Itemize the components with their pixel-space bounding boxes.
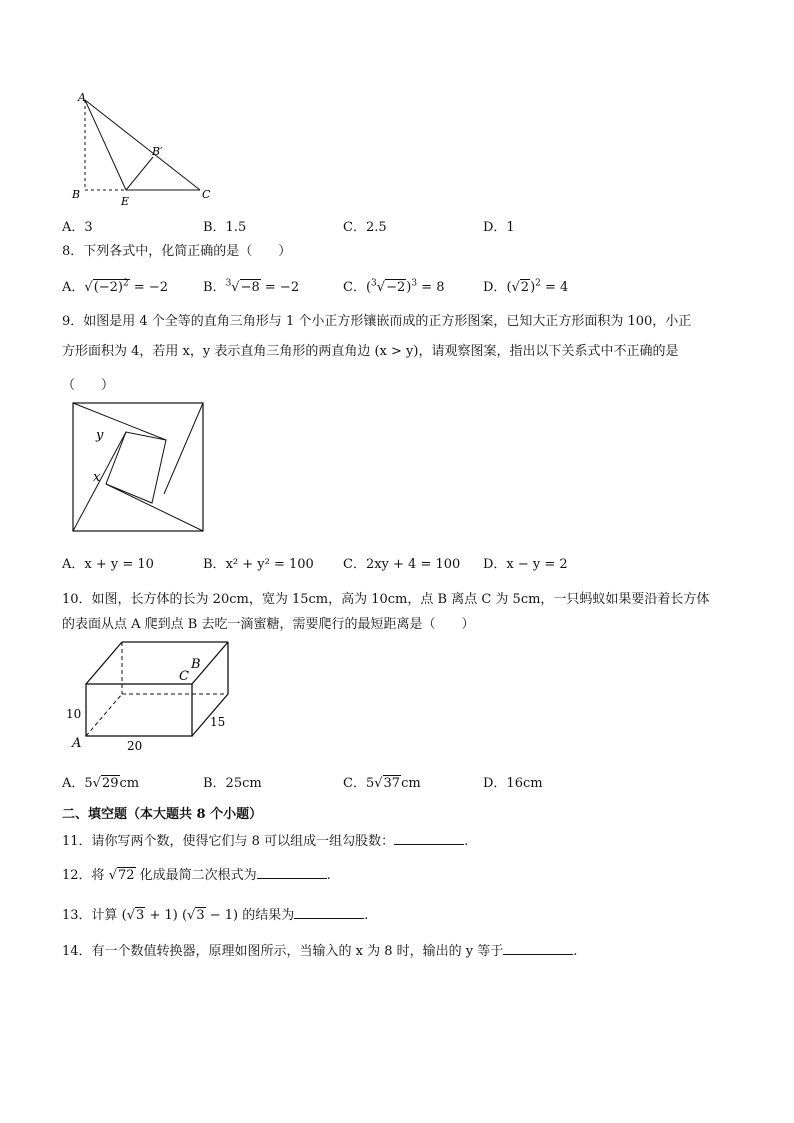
q8-option-c: C．$(^3√-2)^3 = 8$ (343, 278, 445, 295)
q7-label-b: B (72, 188, 81, 201)
q7-label-a: A (78, 92, 86, 104)
q8-option-a: A．$√(-2)^2 = -2$ (62, 278, 169, 295)
q11-answer-blank[interactable] (394, 832, 464, 845)
q14-answer-blank[interactable] (503, 942, 573, 955)
q10-option-b: B．25cm (203, 776, 262, 791)
q7-label-e: E (121, 195, 130, 208)
q9-label-x: x (93, 470, 101, 485)
q9-square-figure (72, 402, 206, 534)
q13-answer-blank[interactable] (294, 906, 364, 919)
q7-option-a: A．3 (62, 220, 93, 235)
q9-option-d: D．x − y = 2 (483, 557, 568, 572)
q10-option-d: D．16cm (483, 776, 543, 791)
q11-text: 11．请你写两个数，使得它们与 8 可以组成一组勾股数： . (62, 834, 469, 849)
q10-box-figure (62, 634, 242, 754)
q7-label-b-prime: B′ (152, 145, 163, 158)
q10-option-a: A．5√29cm (62, 776, 140, 791)
q7-label-c: C (202, 188, 211, 201)
q8-option-b: B．$^3$√−8 = −2 (203, 278, 300, 295)
q9-option-b: B．x² + y² = 100 (203, 557, 314, 572)
q9-option-c: C．2xy + 4 = 100 (343, 557, 461, 572)
section-heading: 二、填空题（本大题共 8 个小题） (62, 807, 263, 822)
q10-stem-line2: 的表面从点 A 爬到点 B 去吃一滴蜜糖，需要爬行的最短距离是（ ） (62, 617, 475, 632)
q14-text: 14．有一个数值转换器，原理如图所示，当输入的 x 为 8 时，输出的 y 等于 . (62, 944, 578, 959)
q12-answer-blank[interactable] (257, 866, 327, 879)
q9-stem-line2: 方形面积为 4，若用 x，y 表示直角三角形的两直角边 (x > y)，请观察图案，指出以下关系式中不正确的是 (62, 344, 679, 359)
q7-option-c: C．2.5 (343, 220, 387, 235)
q9-option-a: A．x + y = 10 (62, 557, 154, 572)
q10-label-c: C (179, 669, 189, 684)
q10-width-label: 15 (210, 715, 226, 729)
q10-option-c: C．5√37cm (343, 776, 421, 791)
q8-stem: 8．下列各式中，化简正确的是（ ） (62, 244, 292, 259)
q10-stem-line1: 10．如图，长方体的长为 20cm，宽为 15cm，高为 10cm，点 B 离点 C 为 5cm，一只蚂蚁如果要沿着长方体 (62, 592, 710, 607)
q9-label-y: y (96, 428, 104, 443)
q7-triangle-figure (64, 92, 224, 210)
q10-label-b: B (191, 657, 201, 672)
q7-option-b: B．1.5 (203, 220, 247, 235)
q9-stem-line1: 9．如图是用 4 个全等的直角三角形与 1 个小正方形镶嵌而成的正方形图案，已知大正方形面积为 100，小正 (62, 314, 692, 329)
q8-option-d: D．$(√2)^2 = 4$ (483, 278, 569, 295)
q10-label-a: A (72, 736, 82, 751)
q13-text: 13．计算 (√3 + 1) (√3 − 1) 的结果为 . (62, 908, 369, 923)
q10-height-label: 10 (66, 707, 82, 721)
q10-length-label: 20 (127, 739, 143, 753)
q12-text: 12．将 √72 化成最简二次根式为 . (62, 868, 331, 883)
q7-option-d: D．1 (483, 220, 515, 235)
q9-stem-line3: （ ） (62, 378, 115, 393)
